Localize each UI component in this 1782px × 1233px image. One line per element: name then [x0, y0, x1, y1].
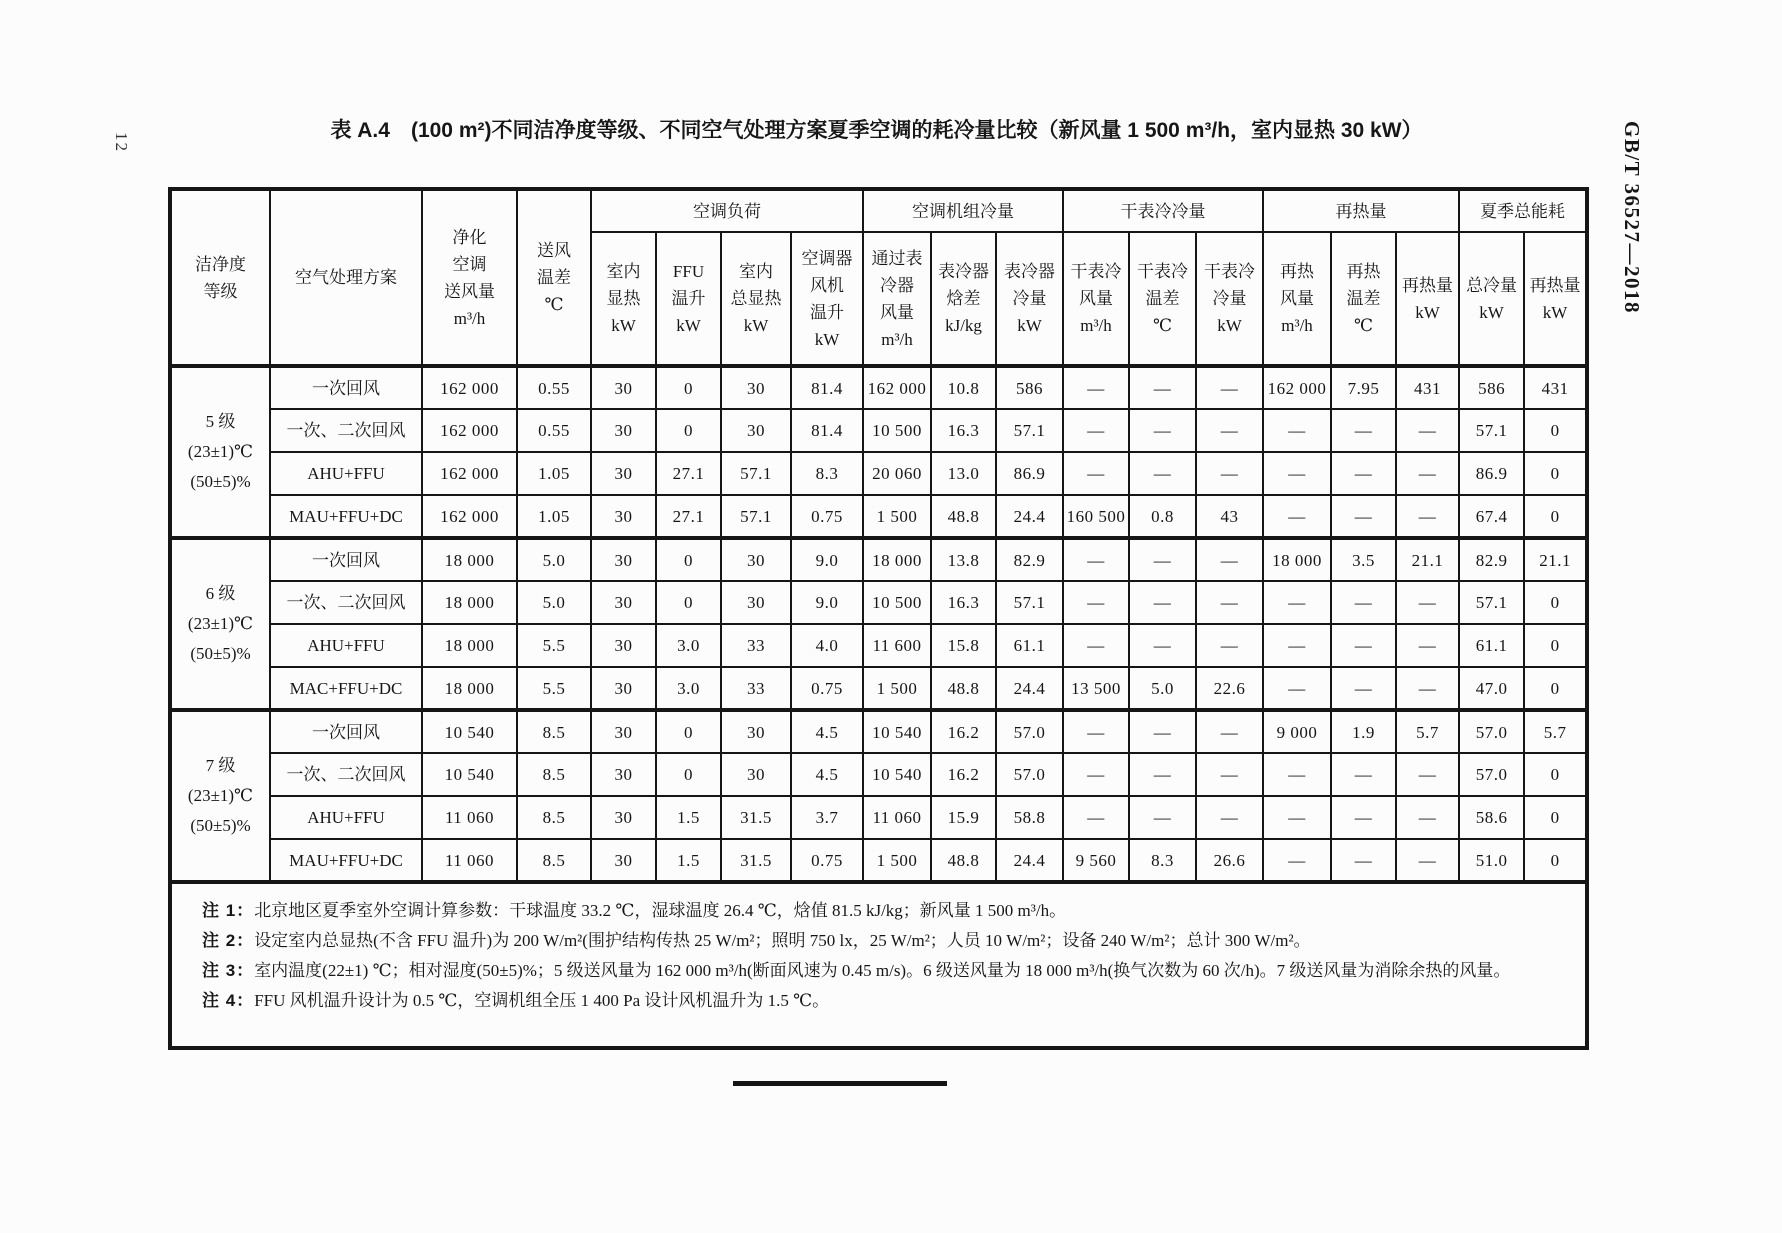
value-cell: 57.1: [1459, 409, 1524, 452]
value-cell: 1.5: [656, 839, 721, 882]
value-cell: 1.9: [1331, 710, 1396, 753]
value-cell: —: [1196, 796, 1263, 839]
value-cell: —: [1396, 753, 1459, 796]
scheme-cell: 一次回风: [270, 366, 422, 409]
table-row: [170, 667, 1587, 710]
value-cell: —: [1129, 796, 1196, 839]
value-cell: —: [1331, 452, 1396, 495]
value-cell: 30: [591, 839, 656, 882]
table-container: [168, 187, 1589, 1050]
value-cell: 30: [591, 796, 656, 839]
value-cell: —: [1331, 624, 1396, 667]
value-cell: 58.8: [996, 796, 1063, 839]
value-cell: —: [1063, 796, 1129, 839]
note-item: [202, 956, 1567, 986]
value-cell: 57.1: [996, 409, 1063, 452]
value-cell: 0.55: [517, 366, 591, 409]
value-cell: 0: [1524, 753, 1587, 796]
value-cell: 11 060: [422, 839, 517, 882]
value-cell: 10.8: [931, 366, 996, 409]
value-cell: 18 000: [422, 667, 517, 710]
value-cell: 48.8: [931, 839, 996, 882]
value-cell: —: [1263, 452, 1331, 495]
value-cell: 27.1: [656, 452, 721, 495]
value-cell: 22.6: [1196, 667, 1263, 710]
value-cell: 0.75: [791, 495, 863, 538]
value-cell: 10 540: [863, 710, 931, 753]
note-item: [202, 896, 1567, 926]
value-cell: 16.2: [931, 710, 996, 753]
value-cell: 586: [1459, 366, 1524, 409]
value-cell: —: [1263, 624, 1331, 667]
value-cell: 5.7: [1524, 710, 1587, 753]
value-cell: —: [1331, 796, 1396, 839]
value-cell: —: [1129, 581, 1196, 624]
value-cell: 30: [721, 581, 791, 624]
value-cell: 30: [591, 452, 656, 495]
value-cell: 31.5: [721, 796, 791, 839]
column-header: 再热量 kW: [1396, 232, 1459, 366]
value-cell: 0: [1524, 839, 1587, 882]
note-text: 北京地区夏季室外空调计算参数：干球温度 33.2 ℃，湿球温度 26.4 ℃，焓值 81.5 kJ/kg；新风量 1 500 m³/h。: [254, 901, 1067, 920]
value-cell: 1.05: [517, 452, 591, 495]
value-cell: 18 000: [422, 538, 517, 581]
value-cell: 33: [721, 624, 791, 667]
scheme-cell: AHU+FFU: [270, 796, 422, 839]
scheme-cell: 一次、二次回风: [270, 753, 422, 796]
value-cell: 48.8: [931, 667, 996, 710]
value-cell: 57.0: [1459, 753, 1524, 796]
note-item: [202, 926, 1567, 956]
scheme-cell: 一次回风: [270, 710, 422, 753]
value-cell: 31.5: [721, 839, 791, 882]
value-cell: 0: [656, 366, 721, 409]
value-cell: 3.0: [656, 624, 721, 667]
value-cell: 10 500: [863, 581, 931, 624]
value-cell: 13 500: [1063, 667, 1129, 710]
value-cell: 86.9: [996, 452, 1063, 495]
value-cell: —: [1196, 624, 1263, 667]
main-table: [168, 187, 1589, 1050]
value-cell: 18 000: [422, 624, 517, 667]
value-cell: —: [1396, 495, 1459, 538]
value-cell: —: [1063, 452, 1129, 495]
value-cell: 4.0: [791, 624, 863, 667]
value-cell: —: [1063, 710, 1129, 753]
value-cell: 24.4: [996, 667, 1063, 710]
value-cell: 61.1: [996, 624, 1063, 667]
value-cell: 26.6: [1196, 839, 1263, 882]
value-cell: 0: [1524, 796, 1587, 839]
value-cell: —: [1331, 667, 1396, 710]
note-text: 设定室内总显热(不含 FFU 温升)为 200 W/m²(围护结构传热 25 W/m²；照明 750 lx，25 W/m²；人员 10 W/m²；设备 240 W/m²；总计 300 W/m²。: [254, 931, 1311, 950]
value-cell: —: [1396, 409, 1459, 452]
value-cell: —: [1263, 796, 1331, 839]
value-cell: —: [1263, 495, 1331, 538]
value-cell: 30: [591, 538, 656, 581]
value-cell: 33: [721, 667, 791, 710]
value-cell: —: [1063, 581, 1129, 624]
footer-rule: [733, 1081, 947, 1086]
note-label: 注 1：: [202, 901, 255, 920]
value-cell: 30: [591, 624, 656, 667]
value-cell: 58.6: [1459, 796, 1524, 839]
value-cell: 5.5: [517, 624, 591, 667]
value-cell: 30: [721, 538, 791, 581]
value-cell: 162 000: [422, 366, 517, 409]
value-cell: 4.5: [791, 710, 863, 753]
value-cell: 7.95: [1331, 366, 1396, 409]
value-cell: 0.75: [791, 667, 863, 710]
column-header: 洁净度 等级: [170, 189, 270, 366]
scheme-cell: MAC+FFU+DC: [270, 667, 422, 710]
value-cell: 27.1: [656, 495, 721, 538]
value-cell: —: [1263, 667, 1331, 710]
value-cell: —: [1063, 409, 1129, 452]
value-cell: 16.3: [931, 581, 996, 624]
value-cell: 0: [656, 753, 721, 796]
value-cell: 5.0: [1129, 667, 1196, 710]
value-cell: 30: [591, 495, 656, 538]
value-cell: 82.9: [1459, 538, 1524, 581]
value-cell: 10 540: [422, 753, 517, 796]
standard-code: GB/T 36527—2018: [1620, 121, 1644, 315]
value-cell: 57.1: [721, 452, 791, 495]
scheme-cell: AHU+FFU: [270, 452, 422, 495]
value-cell: 67.4: [1459, 495, 1524, 538]
notes-cell: [170, 882, 1587, 1048]
value-cell: 586: [996, 366, 1063, 409]
value-cell: 18 000: [1263, 538, 1331, 581]
column-header: FFU 温升 kW: [656, 232, 721, 366]
value-cell: —: [1396, 839, 1459, 882]
value-cell: 0.55: [517, 409, 591, 452]
value-cell: 0: [656, 409, 721, 452]
value-cell: —: [1129, 624, 1196, 667]
value-cell: —: [1331, 581, 1396, 624]
value-cell: 10 540: [422, 710, 517, 753]
scheme-cell: 一次、二次回风: [270, 581, 422, 624]
value-cell: 24.4: [996, 495, 1063, 538]
page-number: 12: [112, 132, 131, 153]
value-cell: 5.0: [517, 538, 591, 581]
value-cell: 8.5: [517, 796, 591, 839]
value-cell: —: [1331, 753, 1396, 796]
column-group-header: 再热量: [1263, 189, 1459, 232]
value-cell: 13.8: [931, 538, 996, 581]
value-cell: 10 540: [863, 753, 931, 796]
scheme-cell: MAU+FFU+DC: [270, 839, 422, 882]
value-cell: 21.1: [1524, 538, 1587, 581]
cleanliness-class-cell: 6 级 (23±1)℃ (50±5)%: [170, 538, 270, 710]
value-cell: —: [1331, 495, 1396, 538]
value-cell: —: [1196, 409, 1263, 452]
value-cell: 21.1: [1396, 538, 1459, 581]
value-cell: —: [1263, 839, 1331, 882]
value-cell: 57.0: [1459, 710, 1524, 753]
column-header: 再热 温差 ℃: [1331, 232, 1396, 366]
value-cell: 0: [1524, 409, 1587, 452]
table-row: [170, 538, 1587, 581]
value-cell: 16.2: [931, 753, 996, 796]
value-cell: 8.3: [791, 452, 863, 495]
value-cell: —: [1263, 753, 1331, 796]
column-group-header: 夏季总能耗: [1459, 189, 1587, 232]
value-cell: 57.0: [996, 710, 1063, 753]
value-cell: —: [1129, 452, 1196, 495]
value-cell: 18 000: [863, 538, 931, 581]
value-cell: —: [1396, 581, 1459, 624]
value-cell: 162 000: [422, 495, 517, 538]
value-cell: 15.9: [931, 796, 996, 839]
value-cell: 20 060: [863, 452, 931, 495]
value-cell: 24.4: [996, 839, 1063, 882]
value-cell: 0.75: [791, 839, 863, 882]
value-cell: 11 600: [863, 624, 931, 667]
value-cell: —: [1063, 366, 1129, 409]
cleanliness-class-cell: 7 级 (23±1)℃ (50±5)%: [170, 710, 270, 882]
value-cell: 0.8: [1129, 495, 1196, 538]
value-cell: 1 500: [863, 839, 931, 882]
value-cell: 47.0: [1459, 667, 1524, 710]
value-cell: 3.5: [1331, 538, 1396, 581]
value-cell: —: [1396, 452, 1459, 495]
column-header: 总冷量 kW: [1459, 232, 1524, 366]
value-cell: —: [1396, 667, 1459, 710]
note-text: 室内温度(22±1) ℃；相对湿度(50±5)%；5 级送风量为 162 000 m³/h(断面风速为 0.45 m/s)。6 级送风量为 18 000 m³/h(换气次数为 60 次/h)。7 级送风量为消除余热的风量。: [254, 961, 1511, 980]
value-cell: 1 500: [863, 495, 931, 538]
value-cell: 1 500: [863, 667, 931, 710]
value-cell: 15.8: [931, 624, 996, 667]
column-group-header: 干表冷冷量: [1063, 189, 1263, 232]
column-header: 室内 显热 kW: [591, 232, 656, 366]
value-cell: 86.9: [1459, 452, 1524, 495]
value-cell: 9.0: [791, 538, 863, 581]
value-cell: 18 000: [422, 581, 517, 624]
column-header: 干表冷 风量 m³/h: [1063, 232, 1129, 366]
value-cell: —: [1196, 753, 1263, 796]
value-cell: 431: [1524, 366, 1587, 409]
value-cell: 9.0: [791, 581, 863, 624]
header-row: [170, 189, 1587, 232]
table-row: [170, 366, 1587, 409]
scheme-cell: AHU+FFU: [270, 624, 422, 667]
column-header: 通过表 冷器 风量 m³/h: [863, 232, 931, 366]
value-cell: 0: [1524, 624, 1587, 667]
table-row: [170, 839, 1587, 882]
value-cell: —: [1263, 581, 1331, 624]
column-header: 再热量 kW: [1524, 232, 1587, 366]
value-cell: —: [1331, 839, 1396, 882]
value-cell: 30: [591, 409, 656, 452]
value-cell: 8.5: [517, 839, 591, 882]
value-cell: —: [1063, 753, 1129, 796]
column-header: 净化 空调 送风量 m³/h: [422, 189, 517, 366]
value-cell: 0: [1524, 495, 1587, 538]
cleanliness-class-cell: 5 级 (23±1)℃ (50±5)%: [170, 366, 270, 538]
value-cell: 30: [721, 409, 791, 452]
value-cell: 431: [1396, 366, 1459, 409]
value-cell: 81.4: [791, 409, 863, 452]
value-cell: 61.1: [1459, 624, 1524, 667]
value-cell: 16.3: [931, 409, 996, 452]
value-cell: —: [1129, 753, 1196, 796]
value-cell: 162 000: [1263, 366, 1331, 409]
table-row: [170, 581, 1587, 624]
value-cell: 57.0: [996, 753, 1063, 796]
column-header: 表冷器 冷量 kW: [996, 232, 1063, 366]
value-cell: 0: [656, 710, 721, 753]
value-cell: 0: [656, 538, 721, 581]
table-row: [170, 796, 1587, 839]
value-cell: —: [1263, 409, 1331, 452]
table-title: 表 A.4 (100 m²)不同洁净度等级、不同空气处理方案夏季空调的耗冷量比较（新风量 1 500 m³/h，室内显热 30 kW）: [330, 119, 1423, 142]
value-cell: 10 500: [863, 409, 931, 452]
column-header: 空气处理方案: [270, 189, 422, 366]
value-cell: —: [1129, 538, 1196, 581]
value-cell: 160 500: [1063, 495, 1129, 538]
value-cell: —: [1129, 366, 1196, 409]
table-row: [170, 495, 1587, 538]
note-label: 注 2：: [202, 931, 255, 950]
value-cell: —: [1129, 710, 1196, 753]
value-cell: 5.5: [517, 667, 591, 710]
value-cell: 48.8: [931, 495, 996, 538]
value-cell: —: [1396, 796, 1459, 839]
column-header: 送风 温差 ℃: [517, 189, 591, 366]
value-cell: 162 000: [422, 409, 517, 452]
value-cell: 57.1: [721, 495, 791, 538]
value-cell: —: [1063, 624, 1129, 667]
value-cell: 4.5: [791, 753, 863, 796]
value-cell: 162 000: [422, 452, 517, 495]
value-cell: 3.7: [791, 796, 863, 839]
notes-row: [170, 882, 1587, 1048]
column-group-header: 空调负荷: [591, 189, 863, 232]
value-cell: 5.7: [1396, 710, 1459, 753]
value-cell: —: [1129, 409, 1196, 452]
value-cell: —: [1331, 409, 1396, 452]
value-cell: 1.5: [656, 796, 721, 839]
value-cell: 43: [1196, 495, 1263, 538]
scheme-cell: 一次回风: [270, 538, 422, 581]
value-cell: 30: [591, 753, 656, 796]
note-label: 注 4：: [202, 991, 255, 1010]
value-cell: —: [1196, 366, 1263, 409]
note-label: 注 3：: [202, 961, 255, 980]
value-cell: 30: [591, 366, 656, 409]
column-group-header: 空调机组冷量: [863, 189, 1063, 232]
value-cell: 8.5: [517, 753, 591, 796]
column-header: 室内 总显热 kW: [721, 232, 791, 366]
value-cell: 11 060: [863, 796, 931, 839]
value-cell: 51.0: [1459, 839, 1524, 882]
table-row: [170, 624, 1587, 667]
scheme-cell: 一次、二次回风: [270, 409, 422, 452]
value-cell: 11 060: [422, 796, 517, 839]
column-header: 干表冷 冷量 kW: [1196, 232, 1263, 366]
table-row: [170, 409, 1587, 452]
value-cell: —: [1396, 624, 1459, 667]
value-cell: 30: [721, 366, 791, 409]
value-cell: 5.0: [517, 581, 591, 624]
value-cell: 30: [721, 753, 791, 796]
value-cell: 30: [591, 667, 656, 710]
value-cell: 9 560: [1063, 839, 1129, 882]
column-header: 再热 风量 m³/h: [1263, 232, 1331, 366]
value-cell: 30: [591, 710, 656, 753]
value-cell: 0: [1524, 581, 1587, 624]
column-header: 空调器 风机 温升 kW: [791, 232, 863, 366]
scheme-cell: MAU+FFU+DC: [270, 495, 422, 538]
value-cell: —: [1196, 710, 1263, 753]
value-cell: 57.1: [996, 581, 1063, 624]
column-header: 干表冷 温差 ℃: [1129, 232, 1196, 366]
value-cell: 82.9: [996, 538, 1063, 581]
value-cell: 30: [721, 710, 791, 753]
value-cell: —: [1196, 581, 1263, 624]
value-cell: 0: [1524, 667, 1587, 710]
value-cell: 81.4: [791, 366, 863, 409]
value-cell: —: [1196, 452, 1263, 495]
value-cell: 0: [656, 581, 721, 624]
value-cell: 3.0: [656, 667, 721, 710]
value-cell: 1.05: [517, 495, 591, 538]
value-cell: 9 000: [1263, 710, 1331, 753]
table-row: [170, 710, 1587, 753]
value-cell: 0: [1524, 452, 1587, 495]
value-cell: 162 000: [863, 366, 931, 409]
value-cell: 8.5: [517, 710, 591, 753]
value-cell: 30: [591, 581, 656, 624]
table-row: [170, 753, 1587, 796]
column-header: 表冷器 焓差 kJ/kg: [931, 232, 996, 366]
value-cell: 57.1: [1459, 581, 1524, 624]
value-cell: 13.0: [931, 452, 996, 495]
note-text: FFU 风机温升设计为 0.5 ℃，空调机组全压 1 400 Pa 设计风机温升为 1.5 ℃。: [254, 991, 830, 1010]
value-cell: —: [1196, 538, 1263, 581]
table-row: [170, 452, 1587, 495]
value-cell: 8.3: [1129, 839, 1196, 882]
value-cell: —: [1063, 538, 1129, 581]
note-item: [202, 986, 1567, 1016]
